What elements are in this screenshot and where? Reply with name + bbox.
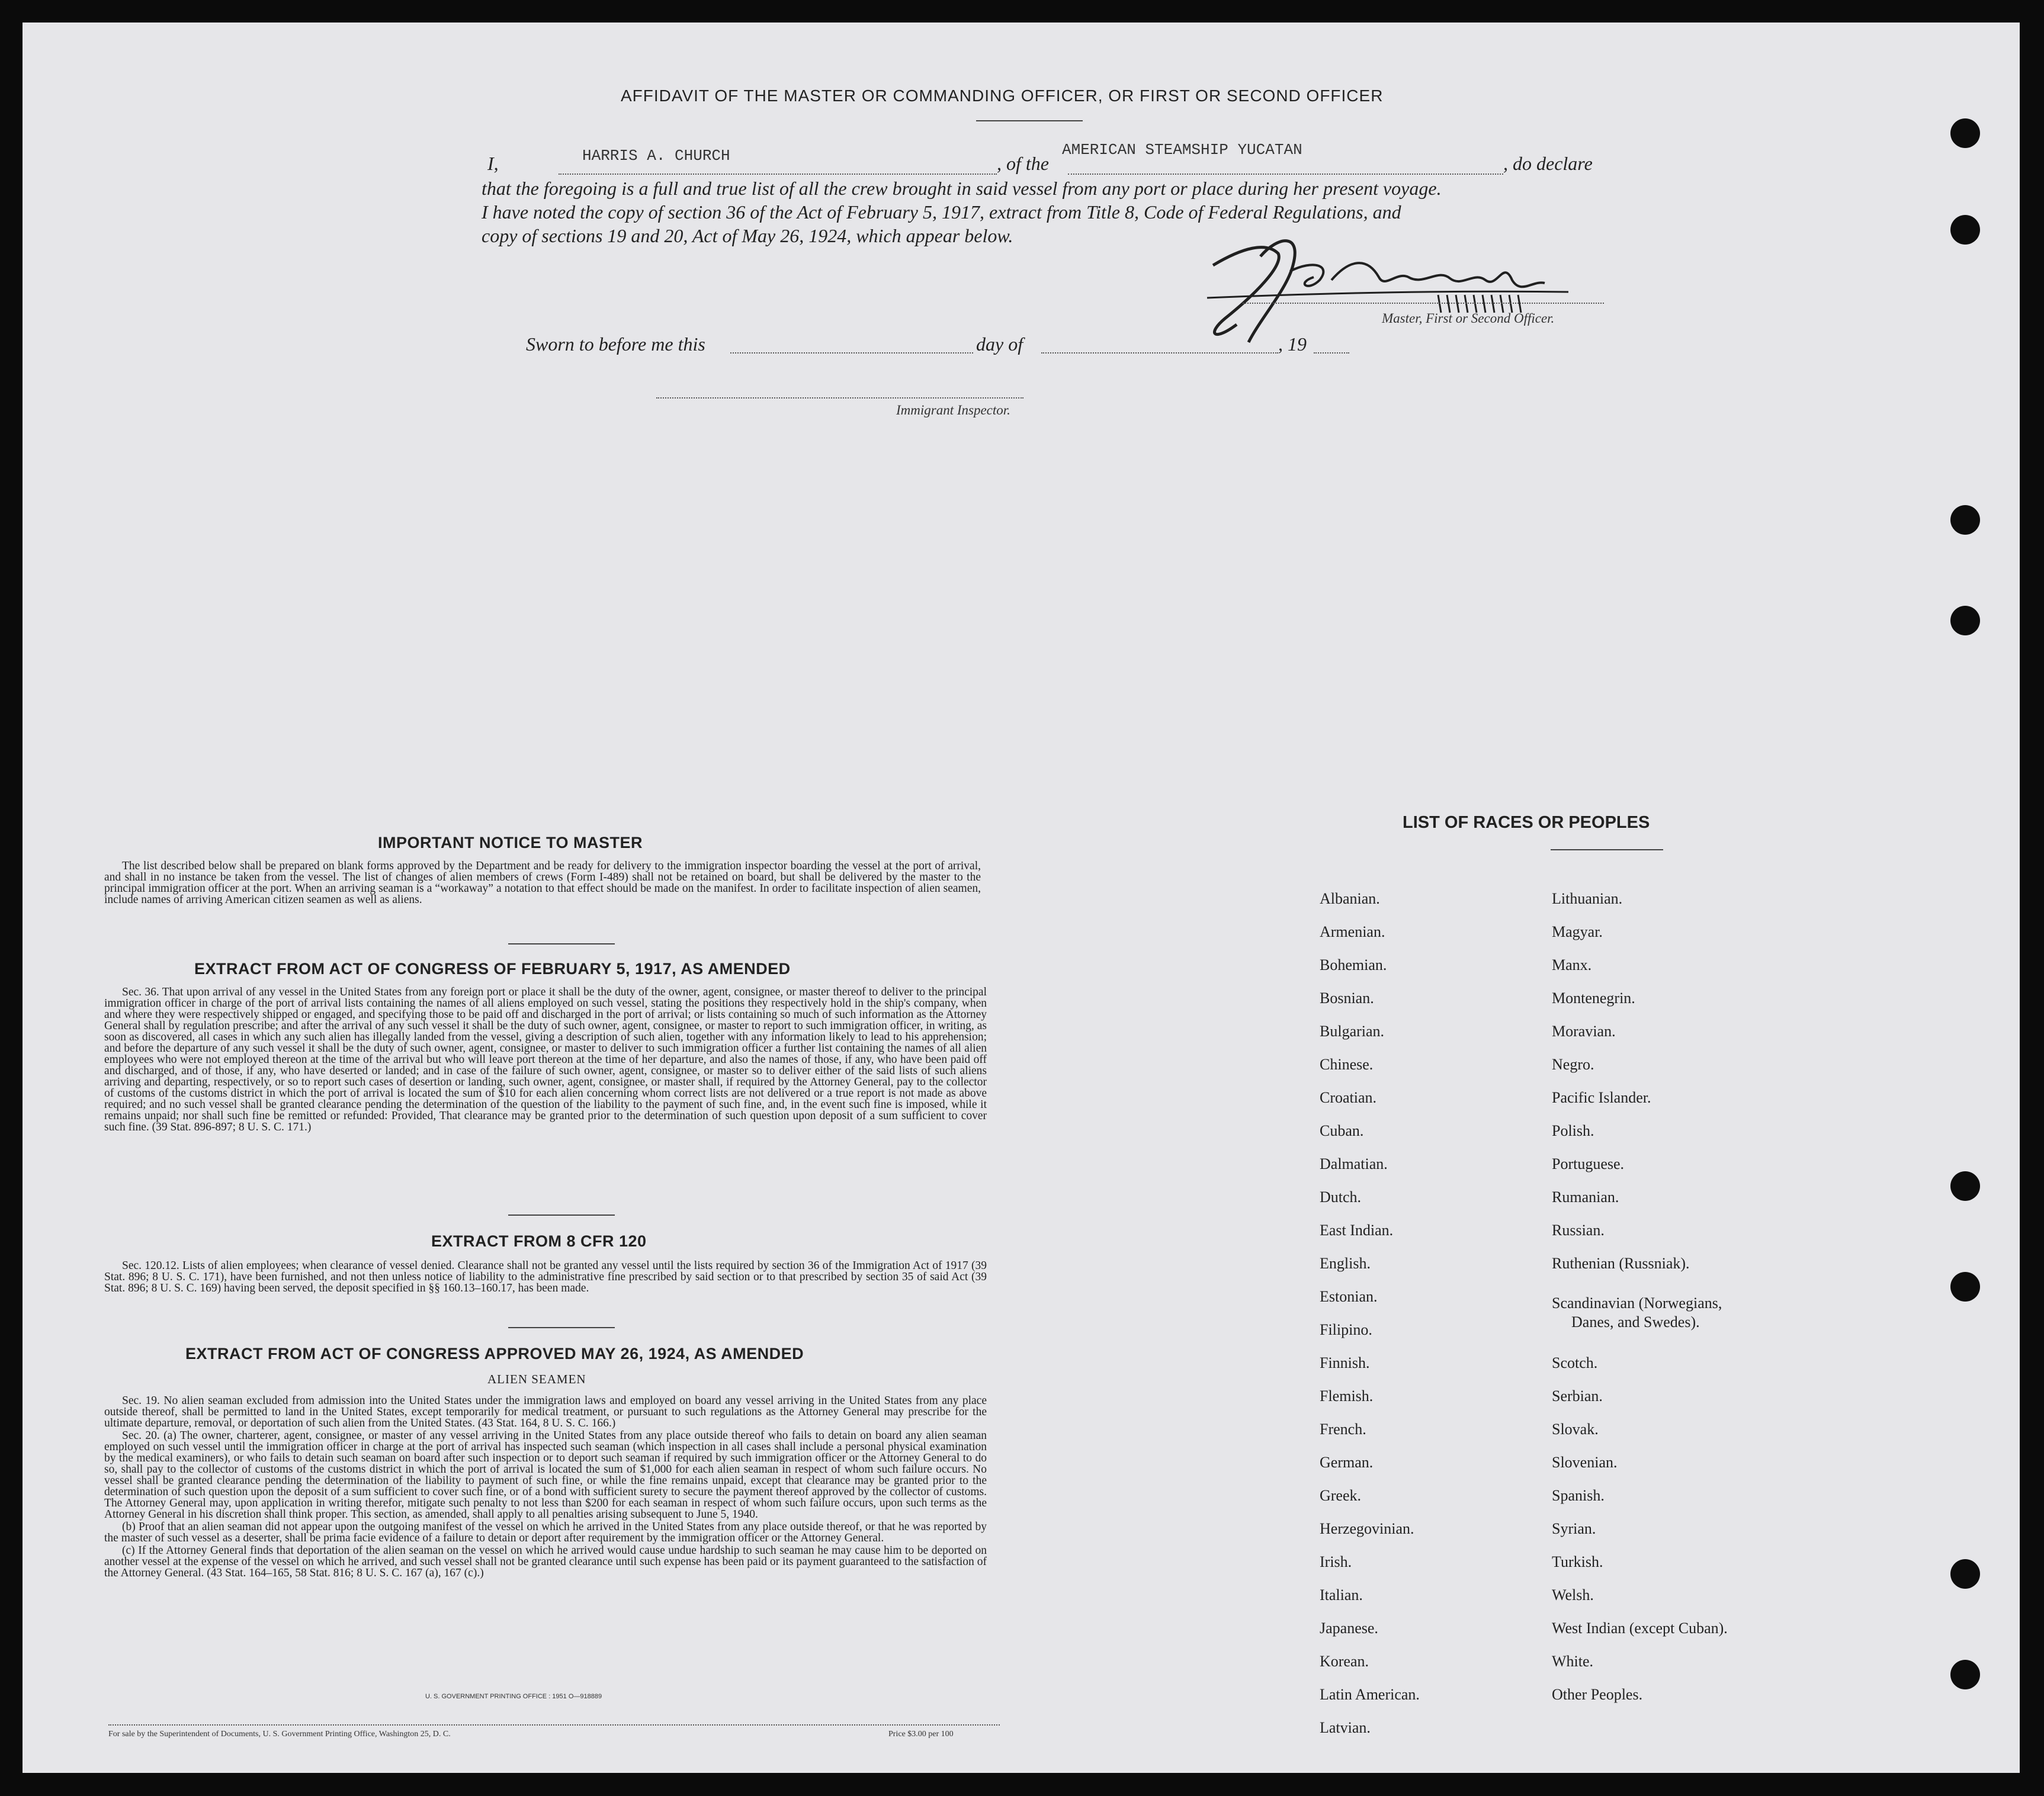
race-item: Armenian.	[1320, 923, 1385, 940]
inspector-signature-line	[656, 397, 1023, 399]
race-item: English.	[1320, 1255, 1371, 1272]
affidavit-title: AFFIDAVIT OF THE MASTER OR COMMANDING OFFICER, OR FIRST OR SECOND OFFICER	[621, 86, 1384, 105]
race-item: Italian.	[1320, 1586, 1363, 1604]
extract-cfr-title: EXTRACT FROM 8 CFR 120	[431, 1232, 647, 1250]
affidavit-line-i: I,	[487, 153, 499, 174]
race-item: Bulgarian.	[1320, 1023, 1385, 1040]
section-20a-paragraph: Sec. 20. (a) The owner, charterer, agent, consignee, or master of any vessel arriving in the United States from any place outside thereof who fails to detain on board any alien seaman employed on such vessel until the immigration officer in charge at the port of arrival has inspected such seaman (which inspection in all cases shall include a personal physical examination by the medical examiners), or who fails to detain such seaman on board after such inspection or to deport such seaman if required by such immigration officer or the Attorney General to do so, shall pay to the collector of customs of the customs district in which the port of arrival is located the sum of $1,000 for each alien seaman in respect of whom such failure occurs. No vessel shall be granted clearance pending the determination of the liability to payment of such fine, or while the fine remains unpaid, except that clearance may be granted prior to the determination of such question upon the deposit of a sum sufficient to cover such fine, or of a bond with sufficient surety to secure the payment thereof approved by the collector of customs. The Attorney General may, upon application in writing therefor, mitigate such penalty to not less than $200 for each seaman in respect of whom such failure occurs, upon such terms as the Attorney General in his discretion shall think proper. This section, as amended, shall apply to all penalties arising subsequent to June 5, 1940.	[104, 1429, 987, 1521]
master-name: HARRIS A. CHURCH	[582, 147, 730, 165]
race-item: Spanish.	[1552, 1487, 1605, 1504]
notice-text	[104, 860, 981, 907]
race-item: French.	[1320, 1421, 1366, 1438]
race-item: Ruthenian (Russniak).	[1552, 1255, 1690, 1272]
sworn-day-of: day of	[976, 333, 1023, 355]
sworn-year-line	[1314, 352, 1349, 354]
race-item: Dutch.	[1320, 1188, 1362, 1206]
races-title: LIST OF RACES OR PEOPLES	[1403, 813, 1650, 832]
race-item: Pacific Islander.	[1552, 1089, 1651, 1106]
section-19-paragraph: Sec. 19. No alien seaman excluded from admission into the United States under the immigration laws and employed on board any vessel arriving in the United States from any place outside thereof, shall be permitted to land in the United States, except temporarily for medical treatment, or pursuant to such regulations as the Attorney General may prescribe for the ultimate departure, removal, or deportation of such alien from the United States. (43 Stat. 164, 8 U. S. C. 166.)	[104, 1395, 987, 1429]
divider	[508, 1327, 615, 1328]
sworn-day-line	[730, 352, 973, 354]
signature-caption: Master, First or Second Officer.	[1382, 311, 1555, 326]
binder-hole	[1950, 1660, 1980, 1689]
name-field-line	[559, 174, 997, 175]
extract-1917-title: EXTRACT FROM ACT OF CONGRESS OF FEBRUARY 5, 1917, AS AMENDED	[194, 960, 791, 978]
extract-1917-text	[104, 987, 987, 1134]
notice-paragraph: The list described below shall be prepared on blank forms approved by the Department and be ready for delivery to the immigration inspector boarding the vessel at the port of arrival, and shall in no instance be taken from the vessel. The list of changes of alien members of crews (Form I-489) shall not be retained on board, but shall be delivered by the master to the principal immigration officer at the port. When an arriving seaman is a “workaway” a notation to that effect should be made on the manifest. In order to facilitate inspection of alien seamen, include names of arriving American citizen seamen as well as aliens.	[104, 860, 981, 906]
race-item: Finnish.	[1320, 1354, 1370, 1371]
race-item: Lithuanian.	[1552, 890, 1623, 907]
race-item: Moravian.	[1552, 1023, 1616, 1040]
race-item: Serbian.	[1552, 1387, 1603, 1405]
divider	[508, 943, 615, 944]
binder-hole	[1950, 215, 1980, 245]
extract-cfr-text	[104, 1260, 987, 1295]
race-item: Greek.	[1320, 1487, 1362, 1504]
binder-hole	[1950, 1171, 1980, 1201]
binder-hole	[1950, 606, 1980, 635]
race-item: West Indian (except Cuban).	[1552, 1620, 1728, 1637]
race-item: Negro.	[1552, 1056, 1594, 1073]
affidavit-line-4: copy of sections 19 and 20, Act of May 26, 1924, which appear below.	[482, 225, 1013, 246]
affidavit-line-declare: , do declare	[1503, 153, 1593, 174]
divider	[1551, 849, 1663, 850]
inspector-caption: Immigrant Inspector.	[896, 403, 1010, 417]
extract-1924-title: EXTRACT FROM ACT OF CONGRESS APPROVED MAY 26, 1924, AS AMENDED	[185, 1345, 804, 1363]
race-item: Cuban.	[1320, 1122, 1364, 1139]
binder-hole	[1950, 505, 1980, 535]
race-item: Welsh.	[1552, 1586, 1594, 1604]
notice-title: IMPORTANT NOTICE TO MASTER	[378, 834, 643, 852]
race-item: Magyar.	[1552, 923, 1603, 940]
race-item: Korean.	[1320, 1653, 1369, 1670]
affidavit-line-2: that the foregoing is a full and true list of all the crew brought in said vessel from any port or place during her present voyage.	[482, 178, 1442, 199]
footer-sales-note: For sale by the Superintendent of Documents, U. S. Government Printing Office, Washington 25, D. C.	[108, 1730, 451, 1739]
affidavit-line-3: I have noted the copy of section 36 of the Act of February 5, 1917, extract from Title 8, Code of Federal Regulations, and	[482, 201, 1401, 223]
sworn-text: Sworn to before me this	[526, 333, 705, 355]
race-item: Chinese.	[1320, 1056, 1374, 1073]
race-item: Scotch.	[1552, 1354, 1598, 1371]
binder-hole	[1950, 1272, 1980, 1302]
sworn-month-line	[1041, 352, 1278, 354]
vessel-name: AMERICAN STEAMSHIP YUCATAN	[1062, 141, 1302, 159]
race-item: Danes, and Swedes).	[1571, 1313, 1700, 1331]
race-item: Syrian.	[1552, 1520, 1596, 1537]
race-item: Portuguese.	[1552, 1155, 1625, 1172]
race-item: Dalmatian.	[1320, 1155, 1388, 1172]
affidavit-line-of-the: , of the	[997, 153, 1049, 174]
race-item: Albanian.	[1320, 890, 1380, 907]
signature-line	[1243, 303, 1604, 304]
binder-hole	[1950, 1559, 1980, 1589]
race-item: Estonian.	[1320, 1288, 1378, 1305]
race-item: Herzegovinian.	[1320, 1520, 1414, 1537]
divider	[976, 120, 1083, 121]
binder-hole	[1950, 118, 1980, 148]
document-page	[23, 23, 2020, 1773]
race-item: Other Peoples.	[1552, 1686, 1643, 1703]
race-item: Scandinavian (Norwegians,	[1552, 1294, 1722, 1312]
section-20b-paragraph: (b) Proof that an alien seaman did not appear upon the outgoing manifest of the vessel on which he arrived in the United States from any place outside thereof, or that he was reported by the master of such vessel as a deserter, shall be prima facie evidence of a failure to detain or deport after requirement by the immigration officer or the Attorney General.	[104, 1521, 987, 1544]
race-item: East Indian.	[1320, 1222, 1394, 1239]
extract-1917-paragraph: Sec. 36. That upon arrival of any vessel in the United States from any foreign port or place it shall be the duty of the owner, agent, consignee, or master thereof to deliver to the principal immigration officer in charge of the port of arrival lists containing the names of all aliens employed on such vessel, stating the positions they respectively hold in the ship's company, when and where they were respectively shipped or engaged, and specifying those to be paid off and discharged in the port of arrival; or lists containing so much of such information as the Attorney General shall by regulation prescribe; and after the arrival of any such vessel it shall be the duty of such owner, agent, consignee, or master to report to such immigration officer, in writing, as soon as discovered, all cases in which any such alien has illegally landed from the vessel, giving a description of such alien, together with any information likely to lead to his apprehension; and before the departure of any such vessel it shall be the duty of such owner, agent, consignee, or master to deliver to such immigration officer a further list containing the names of all alien employees who were not employed thereon at the time of the arrival but who will leave port thereon at the time of her departure, and also the names of those, if any, who have been paid off and discharged, and of those, if any, who have deserted or landed; and in case of the failure of such owner, agent, consignee, or master so to deliver either of the said lists of such aliens arriving and departing, respectively, or so to report such cases of desertion or landing, such owner, agent, consignee, or master shall, if required by the Attorney General, pay to the collector of customs of the customs district in which the port of arrival is located the sum of $10 for each alien concerning whom correct lists are not delivered or a true report is not made as above required; and no such vessel shall be granted clearance pending the determination of the question of the liability to the payment of such fine, and, in the event such fine is imposed, while it remains unpaid; nor shall such fine be remitted or refunded: Provided, That clearance may be granted prior to the determination of such question upon deposit of a sum sufficient to cover such fine. (39 Stat. 896-897; 8 U. S. C. 171.)	[104, 986, 987, 1133]
footer-price: Price $3.00 per 100	[888, 1730, 954, 1739]
race-item: German.	[1320, 1454, 1374, 1471]
footer-rule	[108, 1724, 1000, 1726]
race-item: Croatian.	[1320, 1089, 1377, 1106]
section-20c-paragraph: (c) If the Attorney General finds that deportation of the alien seaman on the vessel on which he arrived would cause undue hardship to such seaman he may cause him to be deported on another vessel at the expense of the vessel on which he arrived, and such vessel shall not be granted clearance until such expense has been paid or its payment guaranteed to the satisfaction of the Attorney General. (43 Stat. 164–165, 58 Stat. 816; 8 U. S. C. 167 (a), 167 (c).)	[104, 1544, 987, 1579]
race-item: Russian.	[1552, 1222, 1605, 1239]
race-item: White.	[1552, 1653, 1594, 1670]
race-item: Bosnian.	[1320, 989, 1374, 1007]
race-item: Japanese.	[1320, 1620, 1378, 1637]
race-item: Slovak.	[1552, 1421, 1599, 1438]
race-item: Flemish.	[1320, 1387, 1374, 1405]
race-item: Turkish.	[1552, 1553, 1603, 1570]
race-item: Bohemian.	[1320, 956, 1387, 973]
printing-office-imprint: U. S. GOVERNMENT PRINTING OFFICE : 1951 O—918889	[425, 1693, 602, 1700]
race-item: Irish.	[1320, 1553, 1352, 1570]
sworn-year: , 19	[1278, 333, 1307, 355]
race-item: Rumanian.	[1552, 1188, 1619, 1206]
race-item: Polish.	[1552, 1122, 1594, 1139]
race-item: Filipino.	[1320, 1321, 1372, 1338]
race-item: Slovenian.	[1552, 1454, 1618, 1471]
divider	[508, 1215, 615, 1216]
extract-1924-text	[104, 1395, 987, 1580]
handwritten-signature	[1189, 224, 1604, 354]
race-item: Latin American.	[1320, 1686, 1420, 1703]
extract-cfr-paragraph: Sec. 120.12. Lists of alien employees; when clearance of vessel denied. Clearance shall not be granted any vessel until the lists required by section 36 of the Immigration Act of 1917 (39 Stat. 896; 8 U. S. C. 171), have been furnished, and not then unless notice of liability to the administrative fine prescribed by said section or to that prescribed by section 35 of said Act (39 Stat. 896; 8 U. S. C. 169) having been served, the deposit specified in §§ 160.13–160.17, has been made.	[104, 1260, 987, 1294]
extract-1924-subtitle: ALIEN SEAMEN	[487, 1372, 586, 1386]
race-item: Latvian.	[1320, 1719, 1371, 1736]
vessel-field-line	[1068, 174, 1503, 175]
race-item: Manx.	[1552, 956, 1592, 973]
race-item: Montenegrin.	[1552, 989, 1635, 1007]
